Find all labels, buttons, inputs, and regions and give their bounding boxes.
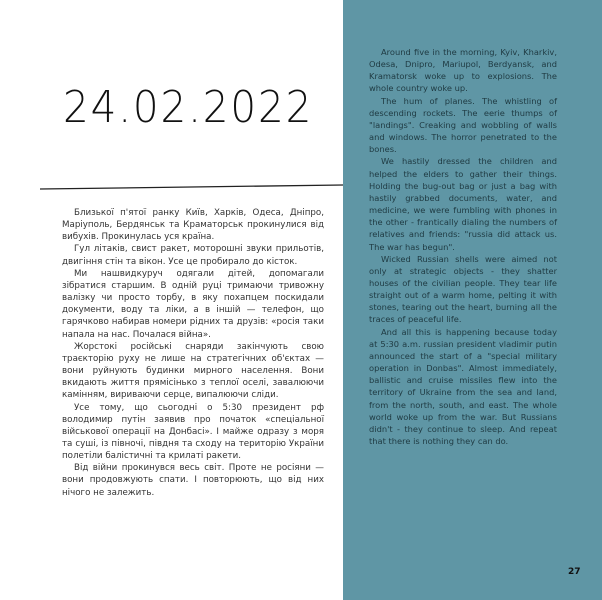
hand-drawn-rule: [40, 184, 343, 204]
en-paragraph-5: And all this is happening because today at 5:30 a.m. russian president vladimir putin announced the start of a "special military operation in Donbas". Almost immediately, ballistic and cruise missiles flew into the territory of Ukraine from the sea and land, from the north, south, and east. The whole world woke up from the war. But Russians didn't - they continue to sleep. And repeat that there is nothing they can do.: [369, 326, 557, 446]
uk-paragraph-5: Усе тому, що сьогодні о 5:30 президент рф володимир путін заявив про початок «спеціальної військової операції на Донбасі». І майже одразу з моря та суші, із півночі, півдня та сходу на територію України полетіли балістичні та крилаті ракети.: [62, 402, 324, 462]
uk-paragraph-3: Ми нашвидкуруч одягали дітей, допомагали зібратися старшим. В одній руці тримаючи тривожну валізку чи просто торбу, в яку похапцем поскидали документи, воду та ліки, а в іншій — телефон, що гарячково набирав номери рідних та друзів: «росія таки напала на нас. Почалася війна».: [62, 268, 324, 340]
uk-paragraph-2: Гул літаків, свист ракет, моторошні звуки прильотів, двигіння стін та вікон. Усе це пробирало до кісток.: [62, 244, 324, 267]
en-paragraph-2: The hum of planes. The whistling of descending rockets. The eerie thumps of "landings". Creaking and wobbling of walls and windows. The horror penetrated to the bones.: [369, 95, 557, 155]
en-paragraph-3: We hastily dressed the children and helped the elders to gather their things. Holding the bug-out bag or just a bag with hastily grabbed documents, water, and medicine, we were fumbling with phones in the other - frantically dialing the numbers of relatives and friends: "russia did attack us. The war has begun".: [369, 156, 557, 252]
uk-paragraph-6: Від війни прокинувся весь світ. Проте не росіяни — вони продовжують спати. І повторюють, що від них нічого не залежить.: [62, 463, 324, 498]
english-text: [369, 46, 557, 447]
uk-paragraph-4: Жорстокі російські снаряди закінчують свою траєкторію руху не лише на стратегічних об'єктах — вони руйнують будинки мирного населення. Вони вкидають життя прямісінько з теплої оселі, завалюючи камінням, вириваючи серце, випалюючи сліди.: [62, 341, 324, 401]
page-number: 27: [568, 567, 581, 577]
date-heading: 24.02.2022: [63, 82, 314, 133]
en-paragraph-1: Around five in the morning, Kyiv, Kharkiv, Odesa, Dnipro, Mariupol, Berdyansk, and Kramatorsk woke up to explosions. The whole country woke up.: [369, 47, 557, 94]
en-paragraph-4: Wicked Russian shells were aimed not only at strategic objects - they shatter houses of the civilian people. They tear life straight out of a warm home, pelting it with stones, tearing out the heart, burning all the traces of peaceful life.: [369, 253, 557, 325]
ukrainian-text: [62, 207, 324, 499]
uk-paragraph-1: Близької п'ятої ранку Київ, Харків, Одеса, Дніпро, Маріуполь, Бердянськ та Краматорськ прокинулися від вибухів. Прокинулась уся країна.: [62, 208, 324, 243]
